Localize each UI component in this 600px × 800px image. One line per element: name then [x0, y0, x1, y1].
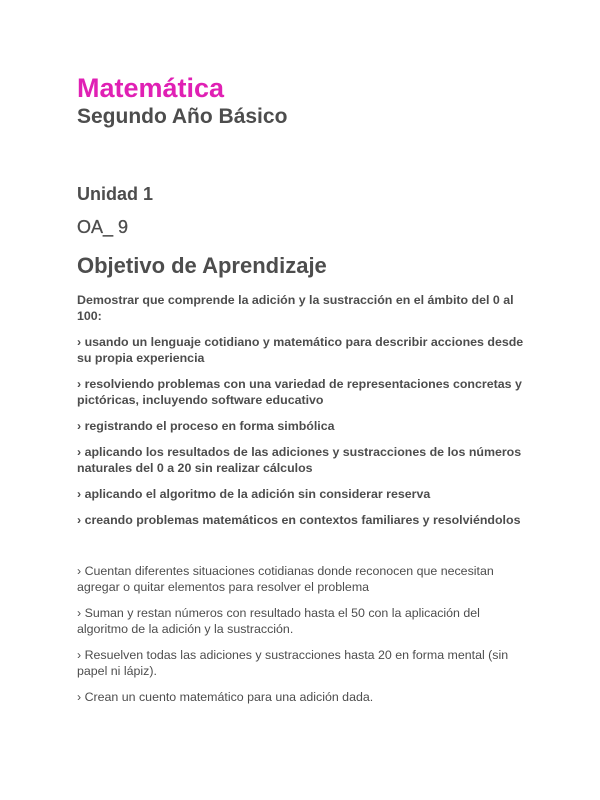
objective-item: › aplicando el algoritmo de la adición sin considerar reserva: [77, 487, 431, 501]
indicator-item: › Cuentan diferentes situaciones cotidianas donde reconocen que necesitan agregar o quitar elementos para resolver el problema: [77, 564, 494, 594]
indicator-item: › Suman y restan números con resultado hasta el 50 con la aplicación del algoritmo de la adición y la sustracción.: [77, 606, 480, 636]
indicator-item: › Crean un cuento matemático para una adición dada.: [77, 690, 374, 704]
grade-subtitle: Segundo Año Básico: [77, 105, 288, 128]
objective-heading: Objetivo de Aprendizaje: [77, 253, 327, 278]
objective-item: › aplicando los resultados de las adiciones y sustracciones de los números naturales del 0 a 20 sin realizar cálculos: [77, 445, 522, 475]
objective-item: › creando problemas matemáticos en contextos familiares y resolviéndolos: [77, 513, 521, 527]
objective-intro: Demostrar que comprende la adición y la sustracción en el ámbito del 0 al 100:: [77, 293, 514, 323]
objective-item: › usando un lenguaje cotidiano y matemático para describir acciones desde su propia experiencia: [77, 335, 524, 365]
objective-block: [77, 292, 525, 538]
indicator-item: › Resuelven todas las adiciones y sustracciones hasta 20 en forma mental (sin papel ni lápiz).: [77, 648, 509, 678]
subject-title: Matemática: [77, 73, 225, 103]
objective-item: › registrando el proceso en forma simbólica: [77, 419, 335, 433]
unit-label: Unidad 1: [77, 184, 154, 204]
indicators-block: [77, 563, 525, 715]
objective-item: › resolviendo problemas con una variedad de representaciones concretas y pictóricas, incluyendo software educativo: [77, 377, 522, 407]
oa-code: OA_ 9: [77, 217, 129, 237]
